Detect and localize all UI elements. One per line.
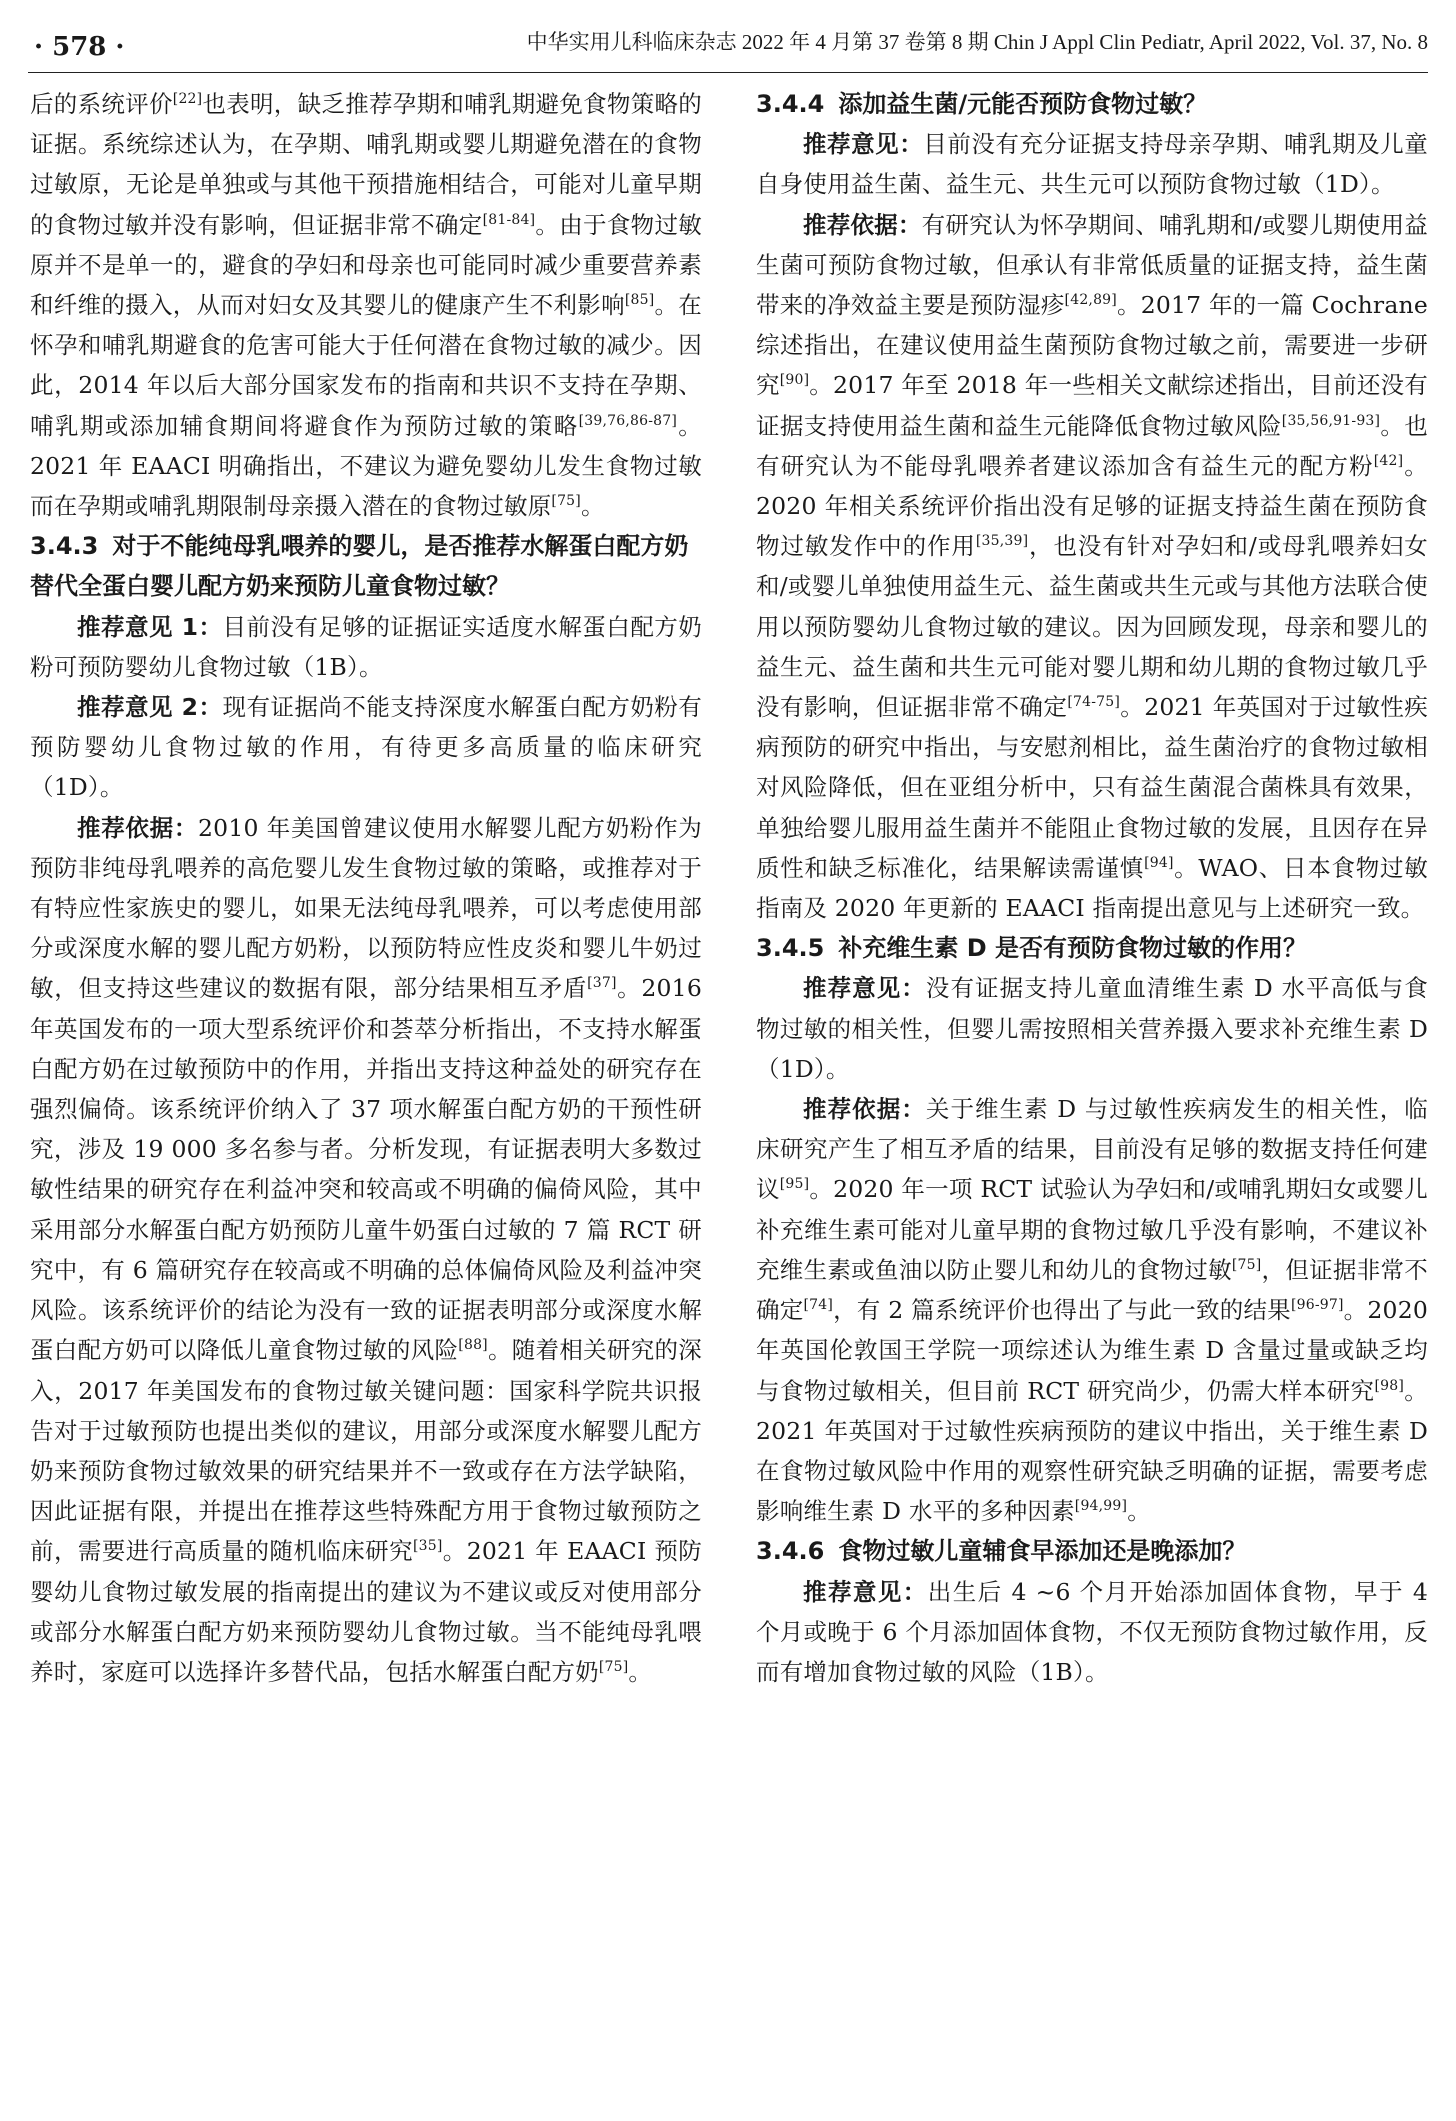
- left-column: [30, 84, 702, 1692]
- text-run: 对于不能纯母乳喂养的婴儿，是否推荐水解蛋白配方奶替代全蛋白婴儿配方奶来预防儿童食物过敏？: [30, 532, 689, 601]
- text-run: 。2021 年 EAACI 明确指出，不建议为避免婴幼儿发生食物过敏而在孕期或哺乳期限制母亲摄入潜在的食物过敏原: [30, 411, 703, 521]
- text-run: 后的系统评价: [30, 90, 173, 118]
- citation: [94]: [1144, 854, 1174, 871]
- citation: [35]: [413, 1538, 443, 1555]
- citation: [22]: [172, 91, 203, 107]
- recommendation-basis-vitamin-d: [756, 1089, 1428, 1531]
- right-column: [756, 84, 1428, 1692]
- text-run: 没有证据支持儿童血清维生素 D 水平高低与食物过敏的相关性，但婴儿需按照相关营养摄入要求补充维生素 D（1D）。: [756, 974, 1429, 1083]
- text-run: 补充维生素 D 是否有预防食物过敏的作用？: [838, 934, 1307, 963]
- text-run: 推荐意见：: [803, 1577, 928, 1606]
- text-run: 推荐依据：: [77, 813, 199, 842]
- text-run: 。2020 年一项 RCT 试验认为孕妇和/或哺乳期妇女或婴儿补充维生素可能对儿童早期的食物过敏几乎没有影响，不建议补充维生素或鱼油以防止婴儿和幼儿的食物过敏: [756, 1175, 1428, 1284]
- citation: [96-97]: [1290, 1297, 1344, 1314]
- text-run: 目前没有足够的证据证实适度水解蛋白配方奶粉可预防婴幼儿食物过敏（1B）。: [30, 612, 702, 681]
- citation: [39,76,86-87]: [578, 412, 678, 429]
- citation: [74-75]: [1067, 694, 1120, 711]
- text-run: 。在怀孕和哺乳期避食的危害可能大于任何潜在食物过敏的减少。因此，2014 年以后大部分国家发布的指南和共识不支持在孕期、哺乳期或添加辅食期间将避食作为预防过敏的策略: [30, 291, 702, 440]
- text-run: 也表明，缺乏推荐孕期和哺乳期避免食物策略的证据。系统综述认为，在孕期、哺乳期或婴儿期避免潜在的食物过敏原，无论是单独或与其他干预措施相结合，可能对儿童早期的食物过敏并没有影响，但证据非常不确定: [30, 90, 703, 239]
- citation: [75]: [598, 1658, 629, 1675]
- text-run: 目前没有充分证据支持母亲孕期、哺乳期及儿童自身使用益生菌、益生元、共生元可以预防食物过敏（1D）。: [756, 130, 1429, 199]
- citation: [42]: [1373, 452, 1404, 469]
- text-run: 推荐意见：: [803, 130, 924, 159]
- text-run: 。2017 年的一篇 Cochrane 综述指出，在建议使用益生菌预防食物过敏之前，需要进一步研究: [756, 291, 1428, 400]
- text-run: 。2021 年英国对于过敏性疾病预防的建议中指出，关于维生素 D 在食物过敏风险中作用的观察性研究缺乏明确的证据，需要考虑影响维生素 D 水平的多种因素: [756, 1376, 1429, 1526]
- text-run: 。2021 年 EAACI 预防婴幼儿食物过敏发展的指南提出的建议为不建议或反对使用部分或部分水解蛋白配方奶来预防婴幼儿食物过敏。当不能纯母乳喂养时，家庭可以选择许多替代品，包括水解蛋白配方奶: [30, 1537, 703, 1686]
- citation: [98]: [1374, 1377, 1405, 1394]
- text-run: 3.4.4: [756, 90, 825, 118]
- text-run: 推荐意见 1：: [77, 612, 223, 641]
- text-run: 。: [580, 492, 605, 521]
- citation: [88]: [458, 1337, 488, 1354]
- citation: [81-84]: [482, 211, 536, 228]
- text-run: 推荐意见 2：: [77, 693, 223, 722]
- recommendation-solid-food: [756, 1572, 1428, 1693]
- text-run: 。由于食物过敏原并不是单一的，避食的孕妇和母亲也可能同时减少重要营养素和纤维的摄入，从而对妇女及其婴儿的健康产生不利影响: [30, 210, 702, 320]
- section-heading-3-4-3: [30, 526, 702, 606]
- recommendation-1: [30, 607, 702, 687]
- recommendation-basis-probiotics: [756, 205, 1428, 929]
- recommendation-probiotics: [756, 124, 1428, 204]
- text-run: 。2020 年相关系统评价指出没有足够的证据支持益生菌在预防食物过敏发作中的作用: [756, 451, 1429, 561]
- section-heading-3-4-5: [756, 928, 1428, 968]
- citation: [42,89]: [1064, 292, 1117, 309]
- citation: [37]: [587, 975, 617, 992]
- text-run: 添加益生菌/元能否预防食物过敏？: [838, 90, 1208, 118]
- text-run: 食物过敏儿童辅食早添加还是晚添加？: [838, 1537, 1247, 1566]
- text-run: 。: [628, 1657, 653, 1686]
- text-run: 。2017 年至 2018 年一些相关文献综述指出，目前还没有证据支持使用益生菌和益生元能降低食物过敏风险: [756, 371, 1428, 440]
- text-run: 。2020 年英国伦敦国王学院一项综述认为维生素 D 含量过量或缺乏均与食物过敏相关，但目前 RCT 研究尚少，仍需大样本研究: [756, 1296, 1429, 1405]
- text-run: 。: [1127, 1497, 1151, 1526]
- text-run: ，但证据非常不确定: [756, 1255, 1428, 1325]
- text-run: 3.4.3: [30, 532, 99, 561]
- recommendation-2: [30, 687, 702, 808]
- journal-citation: 中华实用儿科临床杂志 2022 年 4 月第 37 卷第 8 期 Chin J Appl Clin Pediatr, April 2022, Vol. 37, No. 8: [526, 30, 1428, 54]
- citation: [74]: [803, 1297, 834, 1314]
- citation: [95]: [779, 1176, 810, 1193]
- citation: [35,39]: [975, 533, 1029, 550]
- text-run: 关于维生素 D 与过敏性疾病发生的相关性，临床研究产生了相互矛盾的结果，目前没有足够的数据支持任何建议: [756, 1095, 1429, 1204]
- citation: [94,99]: [1074, 1498, 1128, 1515]
- citation: [35,56,91-93]: [1281, 412, 1381, 429]
- text-run: 推荐依据：: [803, 1095, 926, 1124]
- text-run: ，也没有针对孕妇和/或母乳喂养妇女和/或婴儿单独使用益生元、益生菌或共生元或与其他方法联合使用以预防婴幼儿食物过敏的建议。因为回顾发现，母亲和婴儿的益生元、益生菌和共生元可能对婴儿期和幼儿期的食物过敏几乎没有影响，但证据非常不确定: [756, 532, 1428, 722]
- text-run: 。随着相关研究的深入，2017 年美国发布的食物过敏关键问题：国家科学院共识报告对于过敏预防也提出类似的建议，用部分或深度水解婴儿配方奶来预防食物过敏效果的研究结果并不一致或存在方法学缺陷，因此证据有限，并提出在推荐这些特殊配方用于食物过敏预防之前，需要进行高质量的随机临床研究: [30, 1336, 702, 1566]
- running-header: [28, 20, 1428, 70]
- text-run: 推荐意见：: [803, 974, 926, 1003]
- text-run: 现有证据尚不能支持深度水解蛋白配方奶粉有预防婴幼儿食物过敏的作用，有待更多高质量的临床研究（1D）。: [30, 693, 702, 802]
- citation: [90]: [779, 372, 810, 389]
- text-run: 有研究认为怀孕期间、哺乳期和/或婴儿期使用益生菌可预防食物过敏，但承认有非常低质量的证据支持，益生菌带来的净效益主要是预防湿疹: [756, 210, 1429, 320]
- section-heading-3-4-4: [756, 84, 1428, 124]
- text-run: 。2021 年英国对于过敏性疾病预防的研究中指出，与安慰剂相比，益生菌治疗的食物过敏相对风险降低，但在亚组分析中，只有益生菌混合菌株具有效果，单独给婴儿服用益生菌并不能阻止食物过敏的发展，且因存在异质性和缺乏标准化，结果解读需谨慎: [756, 693, 1428, 882]
- text-run: 推荐依据：: [803, 210, 922, 239]
- text-run: 3.4.5: [756, 934, 825, 963]
- section-heading-3-4-6: [756, 1531, 1428, 1571]
- paragraph-avoidance-review: [30, 84, 702, 526]
- citation: [75]: [551, 493, 581, 510]
- recommendation-basis: [30, 808, 702, 1692]
- text-run: 。2016 年英国发布的一项大型系统评价和荟萃分析指出，不支持水解蛋白配方奶在过敏预防中的作用，并指出支持这种益处的研究存在强烈偏倚。该系统评价纳入了 37 项水解蛋白配方奶的干预性研究，涉及 19 000 多名参与者。分析发现，有证据表明大多数过敏性结果的研究存在利益冲突和较高或不明确的偏倚风险，其中采用部分水解蛋白配方奶预防儿童牛奶蛋白过敏的 7 篇 RCT 研究中，有 6 篇研究存在较高或不明确的总体偏倚风险及利益冲突风险。该系统评价的结论为没有一致的证据表明部分或深度水解蛋白配方奶可以降低儿童食物过敏的风险: [30, 974, 702, 1365]
- page-number: · 578 ·: [34, 32, 125, 62]
- text-run: 2010 年美国曾建议使用水解婴儿配方奶粉作为预防非纯母乳喂养的高危婴儿发生食物过敏的策略，或推荐对于有特应性家族史的婴儿，如果无法纯母乳喂养，可以考虑使用部分或深度水解的婴儿配方奶粉，以预防特应性皮炎和婴儿牛奶过敏，但支持这些建议的数据有限，部分结果相互矛盾: [30, 813, 703, 1003]
- text-run: 。也有研究认为不能母乳喂养者建议添加含有益生元的配方粉: [756, 411, 1429, 480]
- citation: [85]: [624, 292, 655, 309]
- recommendation-vitamin-d: [756, 968, 1428, 1089]
- citation: [75]: [1231, 1256, 1262, 1273]
- text-run: 出生后 4 ~6 个月开始添加固体食物，早于 4 个月或晚于 6 个月添加固体食物，不仅无预防食物过敏作用，反而有增加食物过敏的风险（1B）。: [756, 1577, 1429, 1686]
- header-rule: [28, 72, 1428, 73]
- text-run: 。WAO、日本食物过敏指南及 2020 年更新的 EAACI 指南提出意见与上述研究一致。: [756, 853, 1429, 923]
- text-run: 3.4.6: [756, 1537, 825, 1566]
- text-run: ，有 2 篇系统评价也得出了与此一致的结果: [833, 1296, 1291, 1325]
